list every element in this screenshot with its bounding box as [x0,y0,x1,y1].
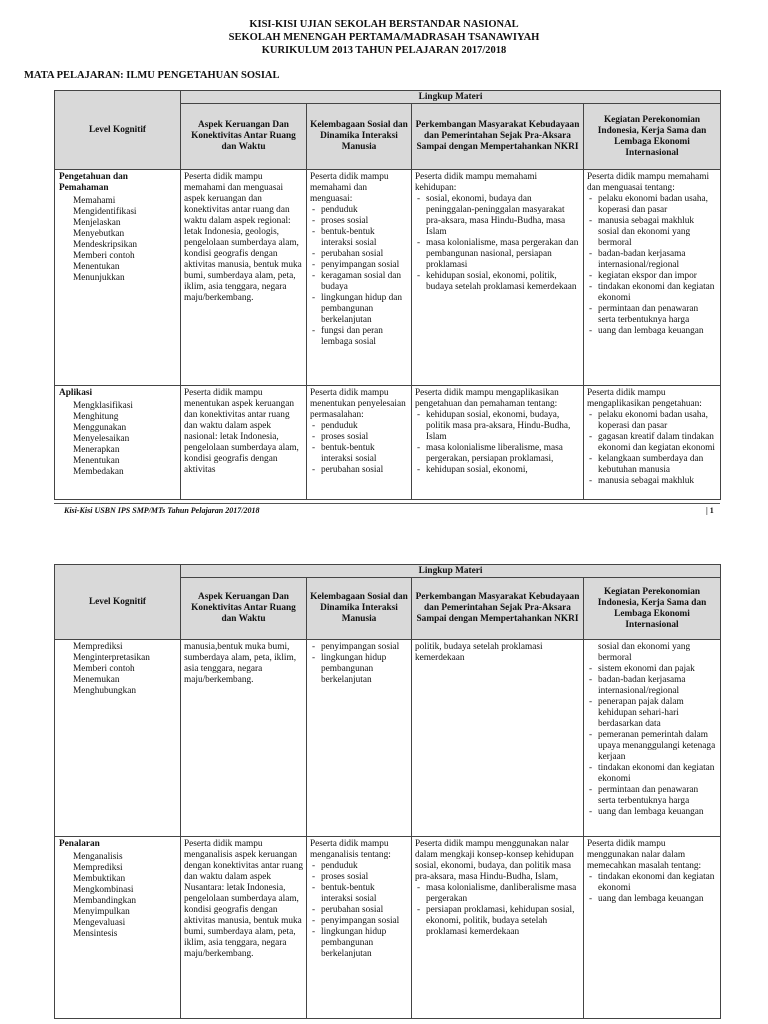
list-item: - proses sosial [310,216,408,227]
verb-item: Menyimpulkan [73,907,130,917]
column-header-kelembagaan: Kelembagaan Sosial dan Dinamika Interaksi Manusia [307,104,412,170]
list-item: - penduduk [310,205,408,216]
list-item: - lingkungan hidup pembangunan berkelanjutan [310,653,408,686]
list-item: - kegiatan ekspor dan impor [587,271,717,282]
verb-item: Menginterpretasikan [73,653,150,663]
cell-intro: Peserta didik mampu menggunakan nalar dalam memecahkan masalah tentang: [587,839,702,871]
verb-item: Menghubungkan [73,686,137,696]
list-item: - masa kolonialisme liberalisme, masa pergerakan, persiapan proklamasi, [415,443,580,465]
verb-item: Membuktikan [73,874,126,884]
verb-item: Mengidentifikasi [73,207,137,217]
list-item: - uang dan lembaga keuangan [587,894,717,905]
footer-text: Kisi-Kisi USBN IPS SMP/MTs Tahun Pelajaran 2017/2018 [64,506,260,515]
column-header-perekonomian: Kegiatan Perekonomian Indonesia, Kerja Sama dan Lembaga Ekonomi Internasional [584,104,721,170]
list-item: - penyimpangan sosial [310,260,408,271]
cell-intro: Peserta didik mampu mengaplikasikan pengetahuan dan pemahaman tentang: [415,388,559,409]
cell-intro: Peserta didik mampu menentukan penyelesaian permasalahan: [310,388,406,420]
list-item: - gagasan kreatif dalam tindakan ekonomi dan kegiatan ekonomi [587,432,717,454]
list-item: - persiapan proklamasi, kehidupan sosial, ekonomi, politik, budaya setelah proklamasi kemerdekaan [415,905,580,938]
list-item: - penduduk [310,421,408,432]
verb-item: Menyelesaikan [73,434,130,444]
list-item: - uang dan lembaga keuangan [587,807,717,818]
list-item: - keragaman sosial dan budaya [310,271,408,293]
column-header-perkembangan: Perkembangan Masyarakat Kebudayaan dan Pemerintahan Sejak Pra-Aksara Sampai dengan Mempertahankan NKRI [412,104,584,170]
bullet-list [310,861,408,960]
verb-item: Menggunakan [73,423,127,433]
cell-intro: Peserta didik mampu menggunakan nalar dalam mengkaji konsep-konsep kehidupan sosial, ekonomi, budaya, dan politik masa pra-aksara, masa Hindu-Budha, Islam, [415,839,574,882]
level-title: Pengetahuan dan Pemahaman [59,172,128,193]
list-item: - bentuk-bentuk interaksi sosial [310,883,408,905]
verb-item: Menunjukkan [73,273,125,283]
list-item: - proses sosial [310,432,408,443]
table-row-aplikasi [55,386,721,500]
kisi-table-page-2 [54,564,721,1019]
column-header-perekonomian: Kegiatan Perekonomian Indonesia, Kerja Sama dan Lembaga Ekonomi Internasional [584,578,721,640]
bullet-list [415,883,580,938]
bullet-list [587,664,717,818]
list-item: - lingkungan hidup dan pembangunan berkelanjutan [310,293,408,326]
verb-item: Menentukan [73,456,120,466]
list-item: - bentuk-bentuk interaksi sosial [310,443,408,465]
list-item: - pelaku ekonomi badan usaha, koperasi dan pasar [587,410,717,432]
list-item: - fungsi dan peran lembaga sosial [310,326,408,348]
list-item: - masa kolonialisme, masa pergerakan dan pembangunan nasional, persiapan proklamasi [415,238,580,271]
cell-intro: Peserta didik mampu menganalisis tentang: [310,839,391,860]
cell-text: politik, budaya setelah proklamasi kemerdekaan [412,640,584,837]
list-item: - permintaan dan penawaran serta terbentuknya harga [587,304,717,326]
list-item: - kehidupan sosial, ekonomi, [415,465,580,476]
list-item: - penyimpangan sosial [310,916,408,927]
header-line-2: SEKOLAH MENENGAH PERTAMA/MADRASAH TSANAWIYAH [228,32,540,43]
verb-item: Memahami [73,196,116,206]
verb-item: Menemukan [73,675,120,685]
table-row-pengetahuan [55,170,721,386]
verb-item: Menjelaskan [73,218,121,228]
list-item: - manusia sebagai makhluk [587,476,717,487]
cell-intro: Peserta didik mampu memahami dan menguasai tentang: [587,172,710,193]
list-item: - tindakan ekonomi dan kegiatan ekonomi [587,872,717,894]
list-item: - pelaku ekonomi badan usaha, koperasi dan pasar [587,194,717,216]
column-header-aspek: Aspek Keruangan Dan Konektivitas Antar Ruang dan Waktu [181,104,307,170]
column-header-perkembangan: Perkembangan Masyarakat Kebudayaan dan Pemerintahan Sejak Pra-Aksara Sampai dengan Mempertahankan NKRI [412,578,584,640]
kisi-table-page-1 [54,90,721,500]
verb-item: Membedakan [73,467,124,477]
column-header-aspek: Aspek Keruangan Dan Konektivitas Antar Ruang dan Waktu [181,578,307,640]
verb-item: Mensintesis [73,929,118,939]
list-item: - perubahan sosial [310,249,408,260]
bullet-list [310,205,408,348]
bullet-list [587,872,717,905]
verb-item: Memprediksi [73,863,123,873]
list-item: - badan-badan kerjasama internasional/regional [587,675,717,697]
list-item: - masa kolonialisme, danliberalisme masa pergerakan [415,883,580,905]
verb-item: Mengevaluasi [73,918,126,928]
list-item: - sosial, ekonomi, budaya dan peninggalan-peninggalan masyarakat pra-aksara, masa Hindu-Budha, masa Islam [415,194,580,238]
list-item: - kelangkaan sumberdaya dan kebutuhan manusia [587,454,717,476]
column-header-level: Level Kognitif [55,565,181,640]
verb-item: Menganalisis [73,852,123,862]
list-item: - perubahan sosial [310,465,408,476]
bullet-list [415,410,580,476]
list-item: - permintaan dan penawaran serta terbentuknya harga [587,785,717,807]
list-item: - badan-badan kerjasama internasional/regional [587,249,717,271]
table-row-penalaran [55,837,721,1019]
cell-intro: Peserta didik mampu mengaplikasikan pengetahuan: [587,388,702,409]
cell-text: Peserta didik mampu memahami dan menguasai aspek keruangan dan konektivitas antar ruang dan waktu dalam aspek regional: letak Indonesia, geologis, pengelolaan sumberdaya alam, kondisi geografis dengan aktivitas manusia, bentuk muka bumi, sumberdaya alam, peta, iklim, asia tenggara, negara maju/berkembang. [181,170,307,386]
subject-title: MATA PELAJARAN: ILMU PENGETAHUAN SOSIAL [24,70,280,81]
column-header-lingkup: Lingkup Materi [181,91,721,104]
cell-continued-text: sosial dan ekonomi yang bermoral [598,642,691,663]
bullet-list [587,194,717,337]
document-header [0,18,768,57]
column-header-level: Level Kognitif [55,91,181,170]
list-item: - penyimpangan sosial [310,642,408,653]
cell-text: manusia,bentuk muka bumi, sumberdaya alam, peta, iklim, asia tenggara, negara maju/berkembang. [181,640,307,837]
verb-item: Mengkombinasi [73,885,134,895]
list-item: - uang dan lembaga keuangan [587,326,717,337]
verb-item: Menerapkan [73,445,120,455]
page-number: | 1 [706,506,714,515]
bullet-list [415,194,580,293]
bullet-list [310,642,408,686]
header-line-3: KURIKULUM 2013 TAHUN PELAJARAN 2017/2018 [261,45,507,56]
list-item: - manusia sebagai makhluk sosial dan ekonomi yang bermoral [587,216,717,249]
list-item: - kehidupan sosial, ekonomi, politik, budaya setelah proklamasi kemerdekaan [415,271,580,293]
footer-divider [54,503,720,504]
column-header-kelembagaan: Kelembagaan Sosial dan Dinamika Interaksi Manusia [307,578,412,640]
list-item: - penerapan pajak dalam kehidupan sehari-hari berdasarkan data [587,697,717,730]
verb-item: Memberi contoh [73,664,135,674]
list-item: - proses sosial [310,872,408,883]
verb-item: Mengklasifikasi [73,401,133,411]
verb-item: Membandingkan [73,896,136,906]
verb-item: Menyebutkan [73,229,125,239]
list-item: - penduduk [310,861,408,872]
cell-intro: Peserta didik mampu memahami dan menguasai: [310,172,389,204]
cell-text: Peserta didik mampu menganalisis aspek keruangan dengan konektivitas antar ruang dan waktu dalam aspek Nusantara: letak Indonesia, pengelolaan sumberdaya alam, kondisi geografis dengan aktivitas manusia, bentuk muka bumi, sumberdaya alam, peta, iklim, asia tenggara, negara maju/berkembang. [181,837,307,1019]
level-title: Penalaran [59,839,100,849]
list-item: - kehidupan sosial, ekonomi, budaya, politik masa pra-aksara, Hindu-Budha, Islam [415,410,580,443]
list-item: - tindakan ekonomi dan kegiatan ekonomi [587,282,717,304]
list-item: - tindakan ekonomi dan kegiatan ekonomi [587,763,717,785]
verb-item: Menghitung [73,412,119,422]
header-line-1: KISI-KISI UJIAN SEKOLAH BERSTANDAR NASIONAL [249,19,519,30]
verb-item: Menentukan [73,262,120,272]
bullet-list [587,410,717,487]
list-item: - pemeranan pemerintah dalam upaya menanggulangi ketenaga kerjaan [587,730,717,763]
verb-item: Memberi contoh [73,251,135,261]
column-header-lingkup: Lingkup Materi [181,565,721,578]
list-item: - bentuk-bentuk interaksi sosial [310,227,408,249]
list-item: - perubahan sosial [310,905,408,916]
verb-item: Memprediksi [73,642,123,652]
cell-text: Peserta didik mampu menentukan aspek keruangan dan konektivitas antar ruang dan waktu dalam aspek nasional: letak Indonesia, pengelolaan sumberdaya alam, kondisi geografis dengan aktivitas [184,388,299,475]
verb-item: Mendeskripsikan [73,240,138,250]
level-title: Aplikasi [59,388,93,398]
cell-intro: Peserta didik mampu memahami kehidupan: [415,172,538,193]
bullet-list [310,421,408,476]
table-row-aplikasi-continued [55,640,721,837]
list-item: - lingkungan hidup pembangunan berkelanjutan [310,927,408,960]
list-item: - sistem ekonomi dan pajak [587,664,717,675]
